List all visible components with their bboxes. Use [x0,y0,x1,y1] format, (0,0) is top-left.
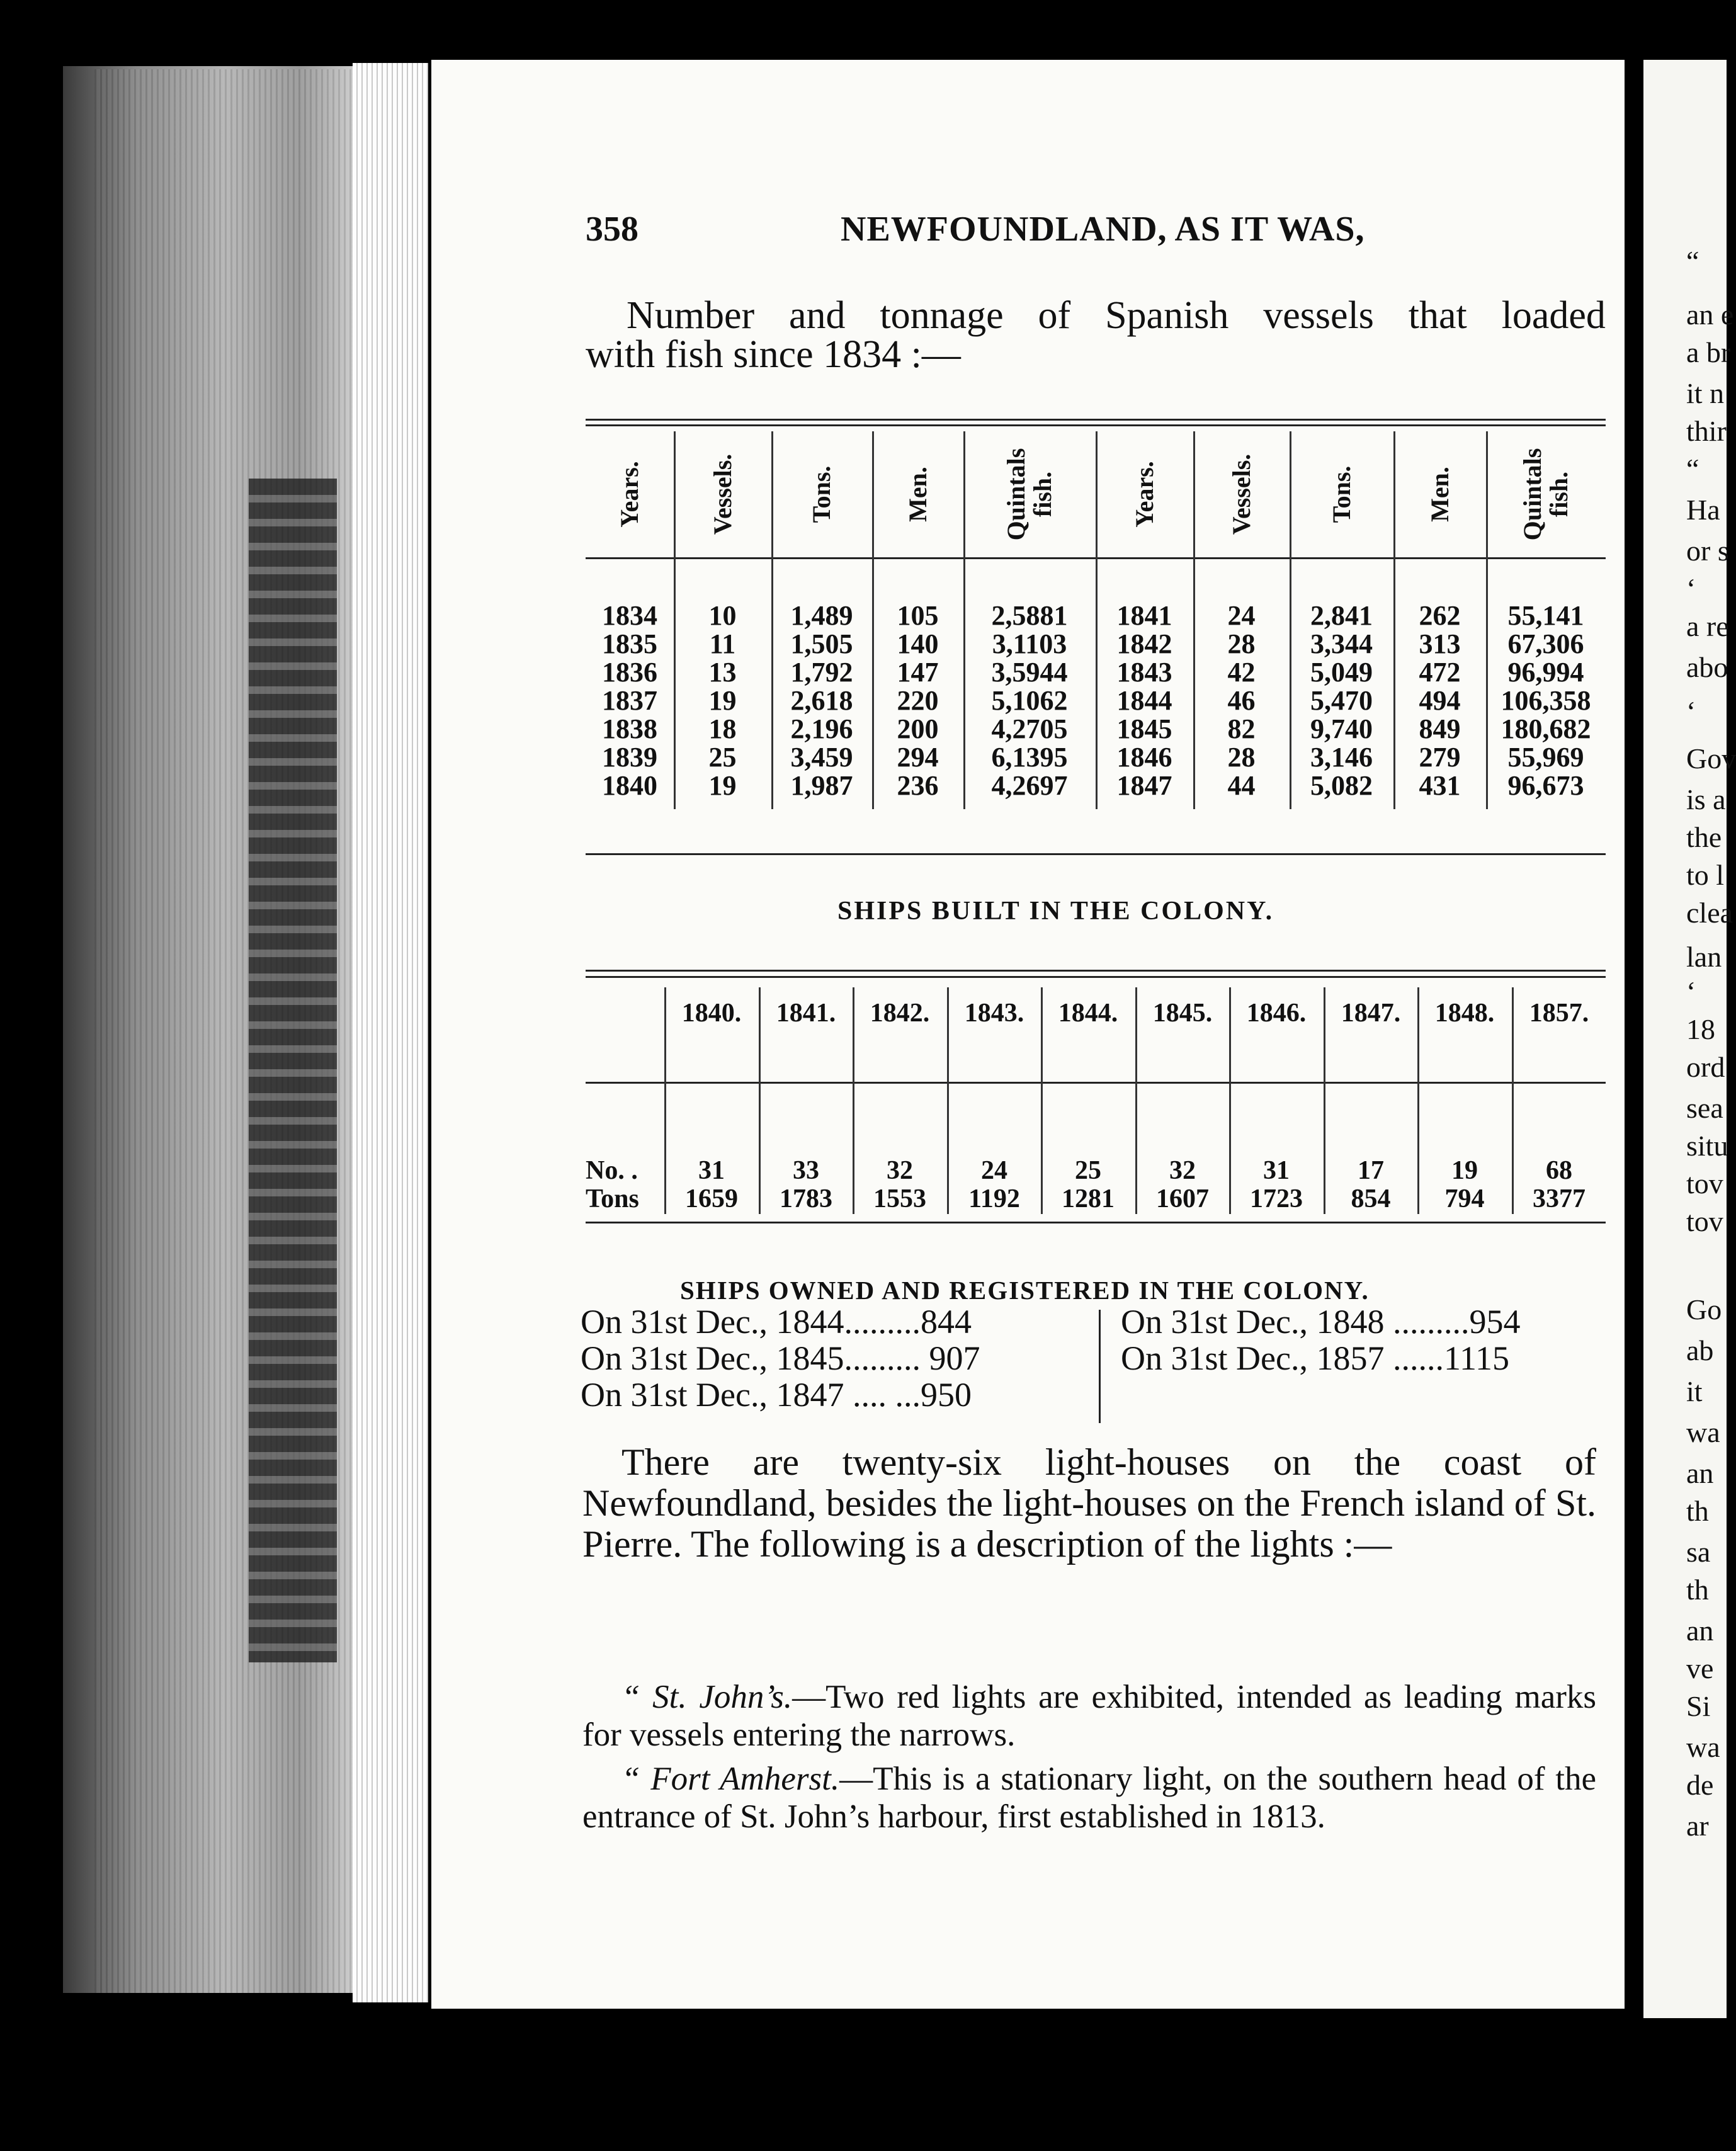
intro-word: and [789,294,846,337]
table-cell: 147 [897,657,939,688]
table-cell: 2,196 [790,713,853,744]
facing-page-fragment: a br [1686,336,1731,368]
ships-tons-cell: 1783 [780,1184,832,1213]
table-cell: 313 [1419,628,1461,659]
table-cell: 1842 [1116,628,1172,659]
owned-entry: On 31st Dec., 1844.........844 [581,1303,972,1341]
table-cell: 67,306 [1507,628,1584,659]
facing-page-fragment: tov [1686,1167,1723,1200]
year-header: 1845. [1152,999,1213,1028]
table-cell: 5,470 [1310,685,1373,716]
table-cell: 1839 [602,742,657,773]
column-header [1486,431,1606,557]
ships-number-cell: 25 [1075,1156,1101,1185]
column-header-label: Years. [1130,461,1159,528]
table-cell: 11 [709,628,736,659]
column-header [586,431,674,557]
column-header [1290,431,1393,557]
column-header [771,431,872,557]
table-cell: 279 [1419,742,1461,773]
column-header [1393,431,1486,557]
table-cell: 1838 [602,713,657,744]
facing-page-fragment: Gov [1686,742,1736,775]
table-cell: 1835 [602,628,657,659]
table-cell: 140 [897,628,939,659]
table-cell: 2,618 [790,685,853,716]
facing-page-fragment: ord [1686,1051,1725,1083]
facing-page-fragment: or s [1686,535,1729,567]
table-cell: 3,1103 [992,628,1067,659]
ships-number-cell: 68 [1546,1156,1572,1185]
ships-owned-left [581,1303,980,1413]
facing-page-fragment: the [1686,821,1722,853]
facing-page-fragment: Ha [1686,494,1720,526]
table-cell: 1845 [1116,713,1172,744]
ships-owned-right [1121,1303,1520,1376]
running-title: NEWFOUNDLAND, AS IT WAS, [841,210,1365,249]
table-cell: 96,673 [1507,770,1584,801]
facing-page-fragment: th [1686,1495,1709,1527]
table-cell: 1841 [1116,600,1172,631]
table-rule-bottom [586,853,1606,855]
year-header: 1846. [1246,999,1307,1028]
table-rule-top [586,419,1606,421]
table-cell: 1,792 [790,657,853,688]
table-cell: 1,489 [790,600,853,631]
quote-st-johns [582,1678,1596,1754]
year-header: 1840. [681,999,742,1028]
ships-number-cell: 32 [887,1156,913,1185]
table-cell: 82 [1227,713,1256,744]
intro-text [586,296,1606,374]
column-header-label: Years. [615,461,644,528]
year-header: 1842. [870,999,930,1028]
facing-page-fragment: ‘ [1686,572,1696,604]
table-cell: 3,5944 [991,657,1068,688]
table-rule-top [586,970,1606,972]
quote-fort-amherst [582,1760,1596,1836]
spanish-vessels-table [586,419,1606,860]
row-label-number: No. . [586,1156,638,1185]
column-header-label: Tons. [807,465,836,523]
ships-tons-cell: 3377 [1533,1184,1586,1213]
column-header [674,431,771,557]
table-cell: 2,5881 [991,600,1068,631]
facing-page-fragment: clea [1686,897,1733,929]
column-header [963,431,1096,557]
page-edges [353,63,428,2002]
facing-page-fragment: ar [1686,1810,1709,1842]
facing-page-fragment: wa [1686,1416,1720,1448]
column-header-label: Quintals fish. [1002,448,1057,541]
facing-page-fragment: an [1686,1457,1714,1489]
facing-page-fragment: 18 [1686,1013,1715,1045]
table-cell: 3,344 [1310,628,1373,659]
intro-word: Spanish [1105,294,1229,337]
page-number: 358 [586,210,638,249]
year-header: 1848. [1434,999,1495,1028]
column-header-label: Vessels. [1227,453,1256,535]
quote-text: —Two red lights are exhibited, intended as leading marks for vessels entering the narrows. [582,1679,1597,1753]
ships-built-table [586,970,1606,1228]
table-cell: 294 [897,742,939,773]
facing-page-fragment: lan [1686,941,1722,973]
intro-line-2: with fish since 1834 :— [586,333,961,376]
table-cell: 494 [1419,685,1461,716]
table-cell: 6,1395 [991,742,1068,773]
table-cell: 1834 [602,600,657,631]
ships-tons-cell: 1281 [1062,1184,1115,1213]
table-cell: 849 [1419,713,1461,744]
ships-tons-cell: 794 [1444,1184,1485,1213]
row-label-tons: Tons [586,1184,639,1213]
column-header-label: Men. [1425,467,1454,522]
table-cell: 472 [1419,657,1461,688]
table-header-rule [586,1082,1606,1084]
ships-tons-cell: 1659 [685,1184,738,1213]
facing-page-fragment: abo [1686,651,1728,683]
quote-text: —This is a stationary light, on the southern head of the entrance of St. John’s harbour, first established in 1813. [582,1761,1596,1835]
owned-entry: On 31st Dec., 1845......... 907 [581,1339,980,1377]
column-header [1193,431,1290,557]
table-cell: 24 [1227,600,1256,631]
facing-page-fragment: it [1686,1375,1703,1407]
table-cell: 5,049 [1310,657,1373,688]
table-cell: 28 [1227,742,1256,773]
spine-title-stamp [249,479,337,1662]
facing-page-fragment: sa [1686,1536,1711,1568]
facing-page-fragment: ‘ [1686,695,1696,727]
table-cell: 28 [1227,628,1256,659]
quote-title: “ Fort Amherst. [621,1761,840,1797]
column-header-label: Tons. [1327,465,1356,523]
table-cell: 96,994 [1507,657,1584,688]
facing-page-fragment: Si [1686,1690,1711,1722]
table-cell: 1837 [602,685,657,716]
facing-page-fragment: Go [1686,1293,1722,1325]
owned-entry: On 31st Dec., 1848 .........954 [1121,1303,1521,1341]
facing-page-fragment: a re [1686,610,1729,642]
ships-number-cell: 32 [1169,1156,1196,1185]
owned-entry: On 31st Dec., 1857 ......1115 [1121,1339,1509,1377]
ships-tons-cell: 854 [1351,1184,1391,1213]
facing-page-fragment: sea [1686,1092,1723,1124]
intro-word: tonnage [880,294,1004,337]
facing-page-fragment: th [1686,1574,1709,1606]
ships-number-cell: 19 [1451,1156,1478,1185]
table-cell: 10 [708,600,737,631]
facing-page-fragment: ab [1686,1334,1714,1366]
table-cell: 44 [1227,770,1256,801]
table-cell: 262 [1419,600,1461,631]
table-cell: 5,082 [1310,770,1373,801]
table-cell: 180,682 [1501,713,1591,744]
facing-page [1643,60,1736,2018]
column-header [1096,431,1193,557]
intro-word: vessels [1263,294,1374,337]
table-cell: 1847 [1116,770,1172,801]
facing-page-fragment: wa [1686,1731,1720,1763]
table-cell: 18 [708,713,737,744]
facing-page-fragment: is a [1686,783,1726,815]
table-cell: 1840 [602,770,657,801]
facing-page-fragment: ‘ [1686,975,1696,1007]
column-header [872,431,963,557]
intro-word: that [1408,294,1467,337]
year-header: 1841. [776,999,836,1028]
table-cell: 106,358 [1501,685,1591,716]
table-cell: 1836 [602,657,657,688]
intro-line-1 [586,296,1606,335]
ships-tons-cell: 1192 [968,1184,1020,1213]
table-cell: 105 [897,600,939,631]
table-cell: 1,505 [790,628,853,659]
facing-page-fragment: an e [1686,298,1734,331]
column-header-label: Quintals fish. [1518,448,1573,541]
ships-tons-cell: 1723 [1250,1184,1303,1213]
table-cell: 13 [708,657,737,688]
facing-page-fragment: tov [1686,1205,1723,1237]
table-cell: 236 [897,770,939,801]
owned-entry: On 31st Dec., 1847 .... ...950 [581,1376,972,1414]
table-cell: 220 [897,685,939,716]
table-rule-top-double [586,976,1606,978]
table-cell: 3,459 [790,742,853,773]
table-cell: 5,1062 [991,685,1068,716]
ships-number-cell: 31 [698,1156,725,1185]
facing-page-fragment: ve [1686,1652,1714,1684]
owned-column-divider [1099,1310,1101,1423]
ships-built-heading: SHIPS BUILT IN THE COLONY. [837,897,1274,926]
year-header: 1857. [1529,999,1589,1028]
table-cell: 4,2697 [991,770,1068,801]
facing-page-fragment: it n [1686,377,1725,409]
facing-page-fragment: “ [1686,245,1699,277]
table-cell: 4,2705 [991,713,1068,744]
table-cell: 19 [708,770,737,801]
ships-owned-heading: SHIPS OWNED AND REGISTERED IN THE COLONY. [680,1276,1370,1305]
facing-page-fragment: de [1686,1769,1714,1801]
table-cell: 1846 [1116,742,1172,773]
ships-tons-cell: 1553 [873,1184,926,1213]
column-header-label: Vessels. [708,453,737,535]
table-rule-top-double [586,424,1606,426]
table-cell: 42 [1227,657,1256,688]
ships-number-cell: 24 [981,1156,1007,1185]
lighthouse-paragraph [582,1442,1596,1565]
ships-number-cell: 31 [1263,1156,1290,1185]
year-header: 1847. [1341,999,1401,1028]
year-header: 1844. [1058,999,1118,1028]
year-header: 1843. [964,999,1024,1028]
facing-page-fragment: thir [1686,415,1727,447]
ships-number-cell: 17 [1358,1156,1384,1185]
column-header-label: Men. [903,467,932,522]
facing-page-fragment: situ [1686,1130,1728,1162]
table-cell: 19 [708,685,737,716]
table-cell: 25 [708,742,737,773]
table-cell: 431 [1419,770,1461,801]
table-cell: 1,987 [790,770,853,801]
quote-title: “ St. John’s. [621,1679,793,1715]
table-cell: 46 [1227,685,1256,716]
intro-word: loaded [1501,294,1606,337]
table-cell: 2,841 [1310,600,1373,631]
table-cell: 200 [897,713,939,744]
table-cell: 55,141 [1507,600,1584,631]
table-cell: 1844 [1116,685,1172,716]
ships-tons-cell: 1607 [1156,1184,1209,1213]
table-cell: 1843 [1116,657,1172,688]
paragraph-text: There are twenty-six light-houses on the coast of Newfoundland, besides the light-houses on the French island of St. Pierre. The following is a description of the lights :— [582,1441,1596,1565]
facing-page-fragment: to l [1686,859,1725,891]
table-cell: 9,740 [1310,713,1373,744]
intro-word: Number [627,294,755,337]
facing-page-fragment: “ [1686,453,1699,485]
facing-page-fragment: an [1686,1615,1714,1647]
table-cell: 3,146 [1310,742,1373,773]
table-rule-bottom [586,1222,1606,1223]
intro-word: of [1038,294,1071,337]
ships-number-cell: 33 [793,1156,819,1185]
table-cell: 55,969 [1507,742,1584,773]
